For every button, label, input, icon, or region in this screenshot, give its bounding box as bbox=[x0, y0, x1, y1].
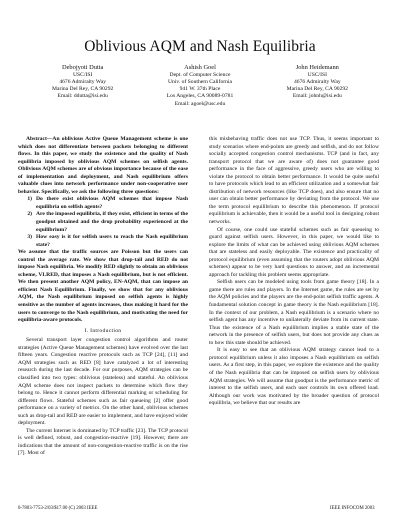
author-2 bbox=[141, 64, 258, 108]
right-column bbox=[209, 136, 379, 408]
list-item bbox=[18, 196, 188, 211]
author-1 bbox=[24, 64, 141, 108]
left-column bbox=[18, 136, 188, 458]
author-address-line: 4676 Admiralty Way bbox=[59, 78, 106, 85]
paragraph: Of course, one could use stateful schemes such as fair queueing to guard against selfish users. However, in this paper, we would like to explore the limits of what can be achieved using oblivious AQM schemes that are stateless and easily deployable. The existence and practicality of protocol equilibrium (even assuming that the routers adopt oblivious AQM schemes) appear to be very hard questions to answer, and an incremental approach for tackling this problem seems appropriate. bbox=[209, 226, 379, 278]
paragraph: this misbehaving traffic does not use TCP. Thus, it seems important to study scenarios where end-points are greedy and selfish, and do not follow socially accepted congestion control mechanisms. TCP (and in fact, any transport protocol that we are aware of) does not guarantee good performance in the face of aggressive, greedy users who are willing to violate the protocol to obtain better performance. It would be quite useful to have protocols which lead to an efficient utilization and a somewhat fair distribution of network resources (like TCP does), and also ensure that no user can obtain better performance by deviating from the protocol. We use the term protocol equilibrium to describe this phenomenon. If protocol equilibrium is achievable, then it would be a useful tool in designing robust networks. bbox=[209, 136, 379, 226]
paragraph: Selfish users can be modeled using tools from game theory [18]. In a game there are rules and players. In the Internet game, the rules are set by the AQM policies and the players are the end-point selfish traffic agents. A fundamental solution concept in game theory is the Nash equilibrium [18]. In the context of our problem, a Nash equilibrium is a scenario where no selfish agent has any incentive to unilaterally deviate from its current state. Thus the existence of a Nash equilibrium implies a stable state of the network in the presence of selfish users, but does not provide any clues as to how this state should be achieved. bbox=[209, 279, 379, 346]
author-block bbox=[24, 64, 376, 108]
author-name: John Heidemann bbox=[295, 64, 339, 71]
abstract-intro: Abstract—An oblivious Active Queue Management scheme is one which does not differentiate between packets belonging to different flows. In this paper, we study the existence and the quality of Nash equilibria imposed by oblivious AQM schemes on selfish agents. Oblivious AQM schemes are of obvious importance because of the ease of implementation and deployment, and Nash equilibrium offers valuable clues into network performance under non-cooperative user behavior. Specifically, we ask the following three questions: bbox=[18, 136, 188, 195]
paper-title: Oblivious AQM and Nash Equilibria bbox=[84, 38, 316, 55]
author-3 bbox=[259, 64, 376, 108]
author-address-line: Marina Del Rey, CA 90292 bbox=[52, 86, 114, 93]
author-affiliation: USC/ISI bbox=[73, 71, 93, 78]
conference-footer: IEEE INFOCOM 2003 bbox=[330, 506, 375, 511]
author-address-line: Los Angeles, CA 90089-0781 bbox=[166, 93, 234, 100]
list-item-text: Are the imposed equilibria, if they exist, efficient in terms of the goodput obtained and the drop probability experienced at the equilibrium? bbox=[36, 211, 188, 233]
paragraph: It is easy to see that an oblivious AQM strategy cannot lead to a protocol equilibrium unless it also imposes a Nash equilibrium on selfish users. As a first step, in this paper, we explore the existence and the quality of the Nash equilibria that can be imposed on selfish users by oblivious AQM strategies. We will assume that goodput is the performance metric of interest to the selfish users, and each user controls its own offered load. Although our work was motivated by the broader question of protocol equilibria, we believe that our results are bbox=[209, 347, 379, 407]
author-email: Email: ddutta@isi.edu bbox=[57, 93, 108, 100]
author-email: Email: johnh@isi.edu bbox=[292, 93, 342, 100]
author-affiliation: Dept. of Computer Science bbox=[169, 71, 231, 78]
author-address-line: 4676 Admiralty Way bbox=[293, 78, 341, 85]
author-name: Debojyoti Dutta bbox=[61, 64, 104, 71]
author-address-line: Marina Del Rey, CA 90292 bbox=[286, 86, 348, 93]
paragraph: Several transport layer congestion control algorithms and router strategies (Active Queue Management schemes) have evolved over the last fifteen years. Congestion reactive protocols such as TCP [24], [11] and AQM strategies such as RED [8] have catalyzed a lot of interesting research during the last decade. For our purposes, AQM strategies can be classified into two types: oblivious (stateless) and stateful. An oblivious AQM scheme does not inspect packets to determine which flow they belong to. Hence it cannot perform differential marking or scheduling for different flows. Stateful schemes such as fair queueing [2] offer good performance on a variety of metrics. On the other hand, oblivious schemes such as drop-tail and RED are easier to implement, and have enjoyed wider deployment. bbox=[18, 337, 188, 427]
author-affiliation: USC/ISI bbox=[307, 71, 327, 78]
list-item-number: 2) bbox=[27, 211, 32, 218]
author-address-line: Univ. of Southern California bbox=[168, 78, 232, 85]
section-heading: I. Introduction bbox=[84, 327, 122, 334]
question-list bbox=[18, 196, 188, 249]
list-item-text: Do there exist oblivious AQM schemes that impose Nash equilibria on selfish agents? bbox=[36, 196, 188, 210]
abstract bbox=[18, 136, 188, 325]
list-item-text: How easy is it for selfish users to reach the Nash equilibrium state? bbox=[36, 234, 188, 248]
list-item-number: 3) bbox=[27, 234, 32, 241]
copyright-footer: 0-7803-7753-2/03/$17.00 (C) 2003 IEEE bbox=[18, 506, 98, 511]
list-item-number: 1) bbox=[27, 196, 32, 203]
list-item bbox=[18, 211, 188, 234]
paragraph: The current Internet is dominated by TCP traffic [23]. The TCP protocol is well defined, robust, and congestion-reactive [19]. However, there are indications that the amount of non-congestion-reactive traffic is on the rise [7]. Most of bbox=[18, 427, 188, 457]
author-email: Email: agoel@usc.edu bbox=[174, 100, 226, 107]
abstract-body: We assume that the traffic sources are Poisson but the users can control the average rate. We show that drop-tail and RED do not impose Nash equilibria. We modify RED slightly to obtain an oblivious scheme, VLRED, that imposes a Nash equilibrium, but is not efficient. We then present another AQM policy, EN-AQM, that can impose an efficient Nash Equilibrium. Finally, we show that for any oblivious AQM, the Nash equilibrium imposed on selfish agents is highly sensitive as the number of agents increases, thus making it hard for the users to converge to the Nash equilibrium, and motivating the need for equilibria-aware protocols. bbox=[18, 249, 188, 324]
author-address-line: 941 W. 37th Place bbox=[179, 86, 221, 93]
list-item bbox=[18, 234, 188, 249]
author-name: Ashish Goel bbox=[184, 64, 216, 71]
